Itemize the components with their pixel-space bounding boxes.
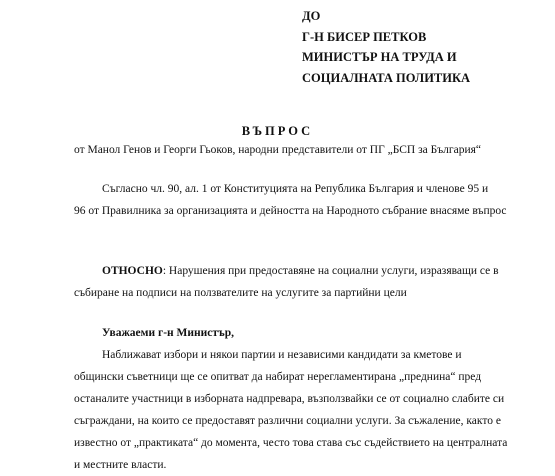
body-line: и местните власти. xyxy=(74,459,167,471)
subject-line1 xyxy=(74,260,522,282)
salutation xyxy=(74,322,522,344)
addressee-title-line1: МИНИСТЪР НА ТРУДА И xyxy=(302,50,457,64)
body-line: останалите участници в изборната надпревара, възползвайки се от социално слабите си xyxy=(74,393,505,405)
legal-basis-line1: Съгласно чл. 90, ал. 1 от Конституцията на Република България и членове 95 и xyxy=(102,183,489,195)
document-heading: ВЪПРОС xyxy=(241,124,314,138)
body-paragraph xyxy=(74,344,522,476)
salutation-text: Уважаеми г-н Министър, xyxy=(102,327,234,339)
subject-paragraph xyxy=(74,260,522,304)
addressee-title-line2: СОЦИАЛНАТА ПОЛИТИКА xyxy=(302,70,471,85)
from-line: от Манол Генов и Георги Гьоков, народни представители от ПГ „БСП за България“ xyxy=(73,144,482,156)
addressee-name: Г-Н БИСЕР ПЕТКОВ xyxy=(302,29,427,44)
legal-basis-paragraph xyxy=(74,178,522,222)
subject-line1-text: : Нарушения при предоставяне на социални услуги, изразяващи се в xyxy=(162,265,499,277)
legal-basis-line2: 96 от Правилника за организацията и дейността на Народното събрание внасяме въпрос xyxy=(74,205,507,217)
subject-line2: събиране на подписи на ползвателите на услугите за партийни цели xyxy=(74,287,407,299)
addressee-to: ДО xyxy=(302,9,321,23)
body-line: общински съветници ще се опитват да набират нерегламентирана „преднина“ пред xyxy=(74,371,482,383)
body-line: съграждани, на които се предоставят различни социални услуги. За съжаление, както е xyxy=(74,415,501,427)
body-line: Наближават избори и някои партии и независими кандидати за кметове и xyxy=(102,349,462,361)
addressee-block xyxy=(302,6,470,88)
body-line: известно от „практиката“ до момента, често това става със съдействието на централната xyxy=(74,437,508,449)
subject-label: ОТНОСНО xyxy=(102,265,163,277)
